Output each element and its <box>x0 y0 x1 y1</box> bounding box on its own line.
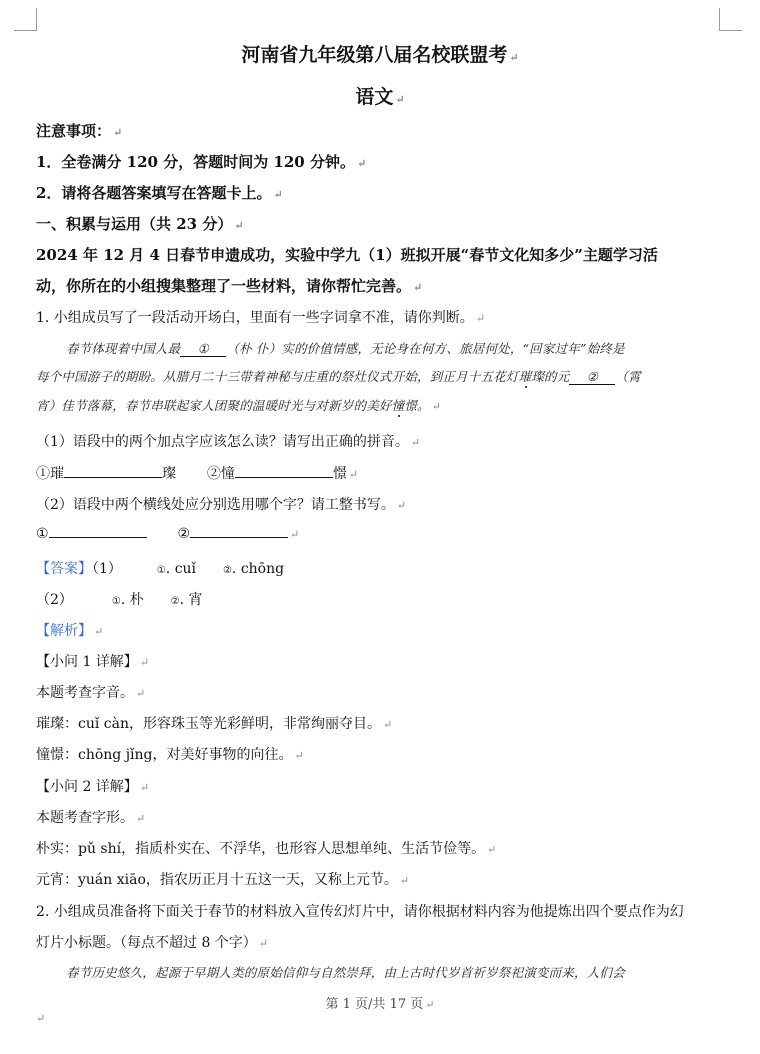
answer-label: 【答案】 <box>36 561 92 577</box>
page-footer: 第 1 页/共 17 页 ↵ <box>325 997 435 1012</box>
section-intro-line-2: 动，你所在的小组搜集整理了一些材料，请你帮忙完善。 ↵ <box>36 277 423 295</box>
notice-heading: 注意事项： ↵ <box>36 122 123 140</box>
answer-blank-4 <box>190 537 288 538</box>
crop-mark-top-left <box>14 8 37 31</box>
analysis-sub1-heading: 【小问 1 详解】 ↵ <box>36 654 150 670</box>
sub-question-2: （2）语段中两个横线处应分别选用哪个字？请工整书写。 ↵ <box>36 497 407 513</box>
question-2-passage: 春节历史悠久，起源于早期人类的原始信仰与自然崇拜，由上古时代岁首祈岁祭祀演变而来，人们会 <box>66 965 625 980</box>
analysis-sub1-line-1: 本题考查字音。 ↵ <box>36 685 146 701</box>
analysis-sub2-heading: 【小问 2 详解】 ↵ <box>36 779 150 795</box>
page-title: 河南省九年级第八届名校联盟考 ↵ <box>241 44 519 66</box>
blank-1: ① <box>180 341 226 357</box>
question-2-stem-line-2: 灯片小标题。（每点不超过 8 个字） ↵ <box>36 935 269 951</box>
fill-line-2: ① ② ↵ <box>36 526 300 542</box>
analysis-sub2-line-2: 朴实：pǔ shí，指质朴实在、不浮华，也形容人思想单纯、生活节俭等。 ↵ <box>36 841 497 857</box>
section-heading: 一、积累与运用（共 23 分） ↵ <box>36 215 244 233</box>
passage-line-2: 每个中国游子的期盼。从腊月二十三带着神秘与庄重的祭灶仪式开始，到正月十五花灯璀璨的元 ② （霄 <box>36 369 641 384</box>
dotted-char-2: 憧 <box>391 398 405 413</box>
passage-line-1: 春节体现着中国人最 ① （朴 仆）实的价值情感，无论身在何方、旅居何处，“回家过年”始终是 <box>66 341 625 356</box>
answer-blank-1 <box>64 477 162 478</box>
notice-item-1: 1．全卷满分 120 分，答题时间为 120 分钟。 ↵ <box>36 153 367 171</box>
analysis-sub1-line-3: 憧憬：chōng jǐng，对美好事物的向往。 ↵ <box>36 747 304 763</box>
question-2-stem-line-1: 2. 小组成员准备将下面关于春节的材料放入宣传幻灯片中，请你根据材料内容为他提炼出四个要点作为幻 <box>36 904 684 920</box>
passage-line-3: 宵）佳节落幕，春节串联起家人团聚的温暖时光与对新岁的美好憧憬。 ↵ <box>36 398 442 413</box>
sub-question-1: （1）语段中的两个加点字应该怎么读？请写出正确的拼音。 ↵ <box>36 434 421 450</box>
page-subtitle: 语文 ↵ <box>355 86 405 108</box>
section-intro-line-1: 2024 年 12 月 4 日春节申遗成功，实验中学九（1）班拟开展“春节文化知多少”主题学习活 <box>36 246 658 264</box>
fill-line-1: ①璀 璨 ②憧 憬 ↵ <box>36 466 359 482</box>
question-1-stem: 1. 小组成员写了一段活动开场白，里面有一些字词拿不准，请你判断。 ↵ <box>36 310 486 326</box>
paragraph-mark: ↵ <box>36 1012 46 1025</box>
notice-item-2: 2．请将各题答案填写在答题卡上。 ↵ <box>36 184 283 202</box>
analysis-sub2-line-3: 元宵：yuán xiāo，指农历正月十五这一天，又称上元节。 ↵ <box>36 872 410 888</box>
answer-line-2: （2） ①. 朴 ②. 宵 <box>36 592 203 608</box>
answer-blank-2 <box>235 477 333 478</box>
crop-mark-top-right <box>719 8 742 31</box>
dotted-char-1: 璀 <box>518 369 532 384</box>
analysis-sub2-line-1: 本题考查字形。 ↵ <box>36 810 146 826</box>
analysis-sub1-line-2: 璀璨：cuǐ càn，形容珠玉等光彩鲜明，非常绚丽夺目。 ↵ <box>36 716 393 732</box>
answer-blank-3 <box>49 537 147 538</box>
analysis-label: 【解析】 ↵ <box>36 623 104 639</box>
blank-2: ② <box>569 369 615 385</box>
answer-line-1: 【答案】（1） ①. cuǐ ②. chōng <box>36 561 285 577</box>
